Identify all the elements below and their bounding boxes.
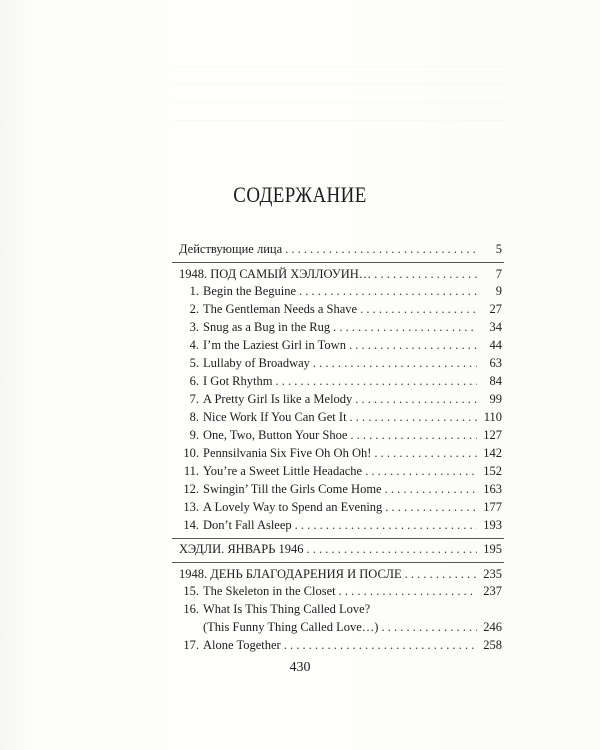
toc-chapter-15[interactable] bbox=[179, 582, 502, 600]
toc-entry-page: 99 bbox=[489, 392, 502, 406]
chapter-number: 5. bbox=[189, 356, 199, 370]
leader-dots bbox=[350, 408, 477, 426]
chapter-number: 15. bbox=[183, 584, 199, 598]
leader-dots bbox=[381, 618, 477, 636]
chapter-number: 7. bbox=[189, 392, 199, 406]
toc-chapter-label bbox=[179, 582, 336, 600]
show-through-line bbox=[175, 120, 505, 121]
leader-dots bbox=[285, 240, 477, 258]
chapter-number: 3. bbox=[189, 320, 199, 334]
toc-chapter-11[interactable] bbox=[179, 462, 502, 480]
chapter-number: 10. bbox=[183, 446, 199, 460]
toc-chapter-label bbox=[179, 462, 362, 480]
toc-chapter-label bbox=[179, 426, 347, 444]
toc-entry-page: 27 bbox=[489, 302, 502, 316]
toc-entry-page: 9 bbox=[495, 284, 502, 298]
toc-entry-page: 7 bbox=[495, 267, 502, 281]
chapter-title: Nice Work If You Can Get It bbox=[203, 410, 347, 424]
toc-chapter-label bbox=[179, 444, 371, 462]
page-title: СОДЕРЖАНИЕ bbox=[233, 182, 367, 207]
toc-chapter-1[interactable] bbox=[179, 282, 502, 300]
toc-entry-label: 1948. ДЕНЬ БЛАГОДАРЕНИЯ И ПОСЛЕ bbox=[179, 567, 402, 581]
chapter-title: A Pretty Girl Is like a Melody bbox=[203, 392, 353, 406]
toc-chapter-5[interactable] bbox=[179, 354, 502, 372]
leader-dots bbox=[349, 336, 477, 354]
chapter-title-continued: (This Funny Thing Called Love…) bbox=[203, 620, 379, 634]
leader-dots bbox=[374, 444, 477, 462]
chapter-title: The Skeleton in the Closet bbox=[203, 584, 336, 598]
leader-dots bbox=[350, 426, 477, 444]
chapter-title: Pennsilvania Six Five Oh Oh Oh! bbox=[203, 446, 372, 460]
toc-chapter-label bbox=[179, 318, 330, 336]
leader-dots bbox=[405, 565, 477, 583]
leader-dots bbox=[355, 390, 477, 408]
chapter-number: 12. bbox=[183, 482, 199, 496]
chapter-number: 8. bbox=[189, 410, 199, 424]
toc-chapter-label bbox=[179, 282, 296, 300]
leader-dots bbox=[385, 480, 477, 498]
toc-chapter-label bbox=[179, 498, 382, 516]
chapter-title: What Is This Thing Called Love? bbox=[203, 602, 371, 616]
toc-chapter-17[interactable] bbox=[179, 636, 502, 654]
toc-chapter-9[interactable] bbox=[179, 426, 502, 444]
toc-part-halloween[interactable] bbox=[179, 265, 502, 283]
toc-chapter-6[interactable] bbox=[179, 372, 502, 390]
toc-chapter-7[interactable] bbox=[179, 390, 502, 408]
page-number: 430 bbox=[289, 660, 311, 675]
toc-chapter-8[interactable] bbox=[179, 408, 502, 426]
toc-entry-label: 1948. ПОД САМЫЙ ХЭЛЛОУИН… bbox=[179, 267, 372, 281]
chapter-number: 16. bbox=[183, 602, 199, 616]
toc-chapter-label bbox=[179, 354, 310, 372]
leader-dots bbox=[360, 300, 477, 318]
toc-chapter-16-line-1[interactable] bbox=[179, 600, 370, 618]
toc-entry-page: 142 bbox=[483, 446, 502, 460]
show-through-line bbox=[175, 102, 505, 103]
leader-dots bbox=[385, 498, 477, 516]
chapter-title: Begin the Beguine bbox=[203, 284, 297, 298]
toc-entry-page: 34 bbox=[489, 320, 502, 334]
chapter-title: The Gentleman Needs a Shave bbox=[203, 302, 358, 316]
toc-entry-page: 110 bbox=[483, 410, 502, 424]
toc-chapter-label bbox=[179, 516, 292, 534]
toc-chapter-label bbox=[179, 300, 357, 318]
toc-chapter-13[interactable] bbox=[179, 498, 502, 516]
toc-entry-page: 5 bbox=[495, 242, 502, 256]
toc-chapter-12[interactable] bbox=[179, 480, 502, 498]
toc-entry-page: 127 bbox=[483, 428, 502, 442]
toc-entry-page: 163 bbox=[483, 482, 502, 496]
toc-entry-page: 193 bbox=[483, 518, 502, 532]
leader-dots bbox=[374, 265, 477, 283]
toc-part-hadley[interactable] bbox=[179, 540, 502, 558]
chapter-title: Alone Together bbox=[203, 638, 281, 652]
toc-entry-characters[interactable] bbox=[179, 240, 502, 258]
show-through-line bbox=[175, 66, 505, 67]
leader-dots bbox=[313, 354, 477, 372]
leader-dots bbox=[284, 636, 477, 654]
leader-dots bbox=[365, 462, 477, 480]
leader-dots bbox=[307, 540, 477, 558]
toc-part-thanksgiving[interactable] bbox=[179, 565, 502, 583]
chapter-title: I Got Rhythm bbox=[203, 374, 273, 388]
chapter-number: 17. bbox=[183, 638, 199, 652]
toc-chapter-label bbox=[179, 390, 352, 408]
leader-dots bbox=[275, 372, 477, 390]
section-divider bbox=[172, 562, 504, 563]
toc-entry-page: 235 bbox=[483, 567, 502, 581]
chapter-title: Snug as a Bug in the Rug bbox=[203, 320, 331, 334]
chapter-number: 4. bbox=[189, 338, 199, 352]
show-through-line bbox=[175, 84, 505, 85]
toc-chapter-4[interactable] bbox=[179, 336, 502, 354]
toc-entry-page: 84 bbox=[489, 374, 502, 388]
chapter-title: One, Two, Button Your Shoe bbox=[203, 428, 348, 442]
toc-chapter-2[interactable] bbox=[179, 300, 502, 318]
toc-entry-label: ХЭДЛИ. ЯНВАРЬ 1946 bbox=[179, 542, 304, 556]
chapter-title: A Lovely Way to Spend an Evening bbox=[203, 500, 383, 514]
toc-entry-page: 237 bbox=[483, 584, 502, 598]
chapter-number: 11. bbox=[183, 464, 199, 478]
toc-entry-page: 246 bbox=[483, 620, 502, 634]
section-divider bbox=[172, 262, 504, 263]
toc-chapter-14[interactable] bbox=[179, 516, 502, 534]
chapter-number: 2. bbox=[189, 302, 199, 316]
toc-entry-page: 44 bbox=[489, 338, 502, 352]
chapter-title: I’m the Laziest Girl in Town bbox=[203, 338, 346, 352]
chapter-number: 9. bbox=[189, 428, 199, 442]
chapter-title: Lullaby of Broadway bbox=[203, 356, 310, 370]
leader-dots bbox=[333, 318, 477, 336]
toc-chapter-10[interactable] bbox=[179, 444, 502, 462]
toc-chapter-label bbox=[179, 336, 346, 354]
chapter-number: 14. bbox=[183, 518, 199, 532]
toc-chapter-label bbox=[179, 480, 382, 498]
toc-chapter-label bbox=[179, 372, 272, 390]
section-divider bbox=[172, 538, 504, 539]
toc-entry-page: 63 bbox=[489, 356, 502, 370]
chapter-number: 1. bbox=[189, 284, 199, 298]
toc-chapter-3[interactable] bbox=[179, 318, 502, 336]
toc-entry-page: 195 bbox=[483, 542, 502, 556]
chapter-number: 6. bbox=[189, 374, 199, 388]
chapter-title: You’re a Sweet Little Headache bbox=[203, 464, 363, 478]
chapter-number: 13. bbox=[183, 500, 199, 514]
toc-entry-label: Действующие лица bbox=[179, 242, 283, 256]
toc-chapter-label bbox=[179, 408, 347, 426]
leader-dots bbox=[295, 516, 477, 534]
leader-dots bbox=[299, 282, 477, 300]
toc-entry-page: 177 bbox=[483, 500, 502, 514]
toc-entry-page: 152 bbox=[483, 464, 502, 478]
chapter-title: Swingin’ Till the Girls Come Home bbox=[203, 482, 382, 496]
leader-dots bbox=[339, 582, 477, 600]
chapter-title: Don’t Fall Asleep bbox=[203, 518, 292, 532]
toc-entry-page: 258 bbox=[483, 638, 502, 652]
toc-chapter-label bbox=[179, 636, 281, 654]
toc-chapter-16-line-2[interactable] bbox=[203, 618, 502, 636]
